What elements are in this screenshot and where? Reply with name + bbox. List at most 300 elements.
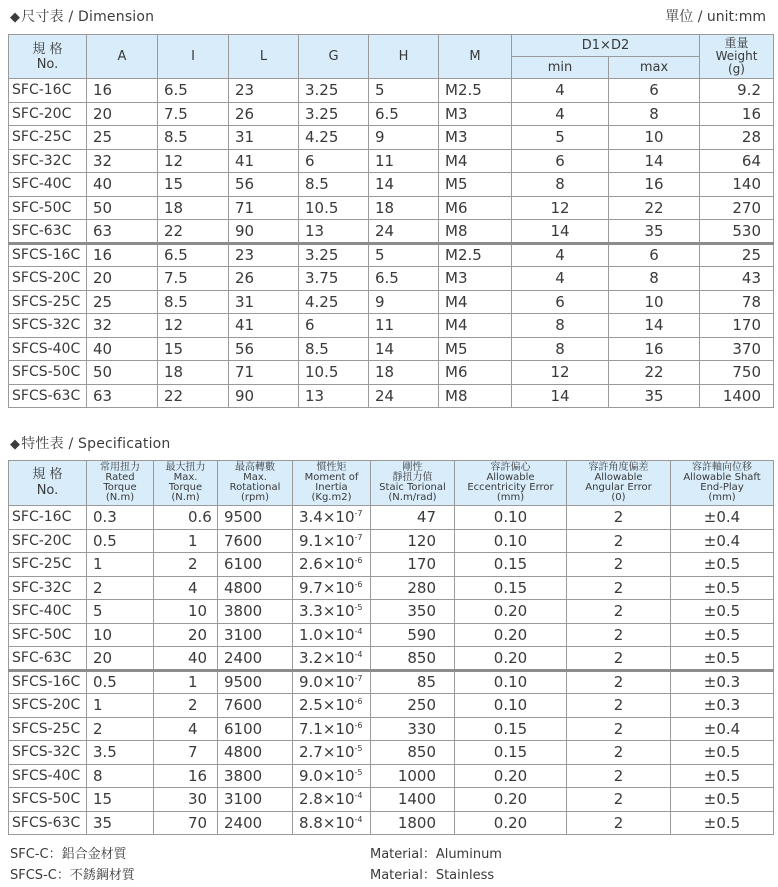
inertia-base: 9.0×10 <box>299 673 355 692</box>
specification-cell-ang: 2 <box>567 529 671 553</box>
specification-cell-no: SFC-32C <box>9 576 87 600</box>
dimension-cell-model: SFCS-40C <box>9 337 87 361</box>
dimension-row <box>9 290 774 314</box>
specification-cell-max: 2 <box>154 553 218 577</box>
dimension-cell-h: 24 <box>369 220 439 244</box>
inertia-base: 9.7×10 <box>299 578 355 597</box>
material-sfcs-label: SFCS-C：不銹鋼材質 <box>10 868 135 883</box>
specification-cell-stat: 280 <box>371 576 455 600</box>
dimension-cell-d-max: 14 <box>609 149 700 173</box>
specification-cell-end: ±0.5 <box>671 811 774 835</box>
dimension-cell-i: 8.5 <box>158 290 229 314</box>
specification-row <box>9 600 774 624</box>
specification-cell-max: 2 <box>154 694 218 718</box>
dimension-cell-model: SFC-25C <box>9 126 87 150</box>
dimension-cell-a: 20 <box>87 267 158 291</box>
dimension-cell-l: 56 <box>229 173 299 197</box>
dimension-cell-a: 16 <box>87 243 158 267</box>
specification-cell-rpm: 4800 <box>218 576 293 600</box>
dimension-cell-m: M3 <box>439 267 512 291</box>
specification-cell-end: ±0.5 <box>671 788 774 812</box>
dimension-cell-weight: 16 <box>700 102 774 126</box>
specification-heading-text: 特性表 / Specification <box>21 436 171 452</box>
specification-cell-inertia <box>293 553 371 577</box>
dimension-cell-d-min: 6 <box>512 290 609 314</box>
material-sfc-label: SFC-C：鋁合金材質 <box>10 847 127 862</box>
dimension-cell-d-min: 14 <box>512 220 609 244</box>
specification-cell-ecc: 0.20 <box>455 600 567 624</box>
dimension-row <box>9 243 774 267</box>
specification-cell-rpm: 7600 <box>218 529 293 553</box>
specification-cell-end: ±0.5 <box>671 600 774 624</box>
dimension-cell-d-max: 6 <box>609 243 700 267</box>
specification-cell-ecc: 0.15 <box>455 717 567 741</box>
header-max: max <box>609 57 700 79</box>
dimension-row <box>9 126 774 150</box>
dimension-cell-g: 3.25 <box>299 243 369 267</box>
dimension-cell-m: M6 <box>439 361 512 385</box>
header-h: H <box>369 35 439 79</box>
specification-cell-ang: 2 <box>567 670 671 694</box>
dimension-cell-weight: 64 <box>700 149 774 173</box>
specification-row <box>9 529 774 553</box>
dimension-cell-g: 13 <box>299 384 369 408</box>
inertia-base: 3.3×10 <box>299 602 355 621</box>
inertia-base: 2.8×10 <box>299 790 355 809</box>
specification-cell-ang: 2 <box>567 553 671 577</box>
dimension-cell-weight: 140 <box>700 173 774 197</box>
spec-header-static-torsional: 剛性 靜扭力值 Staic Torional (N.m/rad) <box>371 461 455 506</box>
specification-cell-ecc: 0.15 <box>455 741 567 765</box>
specification-cell-max: 0.6 <box>154 506 218 530</box>
dimension-row <box>9 384 774 408</box>
dimension-cell-l: 90 <box>229 384 299 408</box>
dimension-cell-weight: 43 <box>700 267 774 291</box>
spec-header-rated-torque: 常用扭力 Rated Torque (N.m) <box>87 461 154 506</box>
inertia-exponent: -4 <box>354 791 363 801</box>
specification-cell-stat: 1400 <box>371 788 455 812</box>
specification-cell-no: SFCS-40C <box>9 764 87 788</box>
header-weight: 重量 Weight (g) <box>700 35 774 79</box>
inertia-base: 3.2×10 <box>299 648 355 667</box>
specification-cell-inertia <box>293 764 371 788</box>
dimension-cell-h: 14 <box>369 173 439 197</box>
specification-cell-end: ±0.3 <box>671 670 774 694</box>
dimension-cell-h: 24 <box>369 384 439 408</box>
specification-cell-no: SFC-20C <box>9 529 87 553</box>
dimension-cell-l: 26 <box>229 102 299 126</box>
dimension-cell-h: 18 <box>369 196 439 220</box>
specification-cell-inertia <box>293 788 371 812</box>
specification-cell-stat: 330 <box>371 717 455 741</box>
specification-cell-rated: 0.3 <box>87 506 154 530</box>
dimension-cell-i: 12 <box>158 149 229 173</box>
specification-cell-max: 1 <box>154 670 218 694</box>
inertia-base: 1.0×10 <box>299 625 355 644</box>
specification-cell-stat: 350 <box>371 600 455 624</box>
spec-header-angular: 容許角度偏差 Allowable Angular Error (0) <box>567 461 671 506</box>
specification-row <box>9 647 774 671</box>
dimension-cell-g: 6 <box>299 314 369 338</box>
specification-cell-ang: 2 <box>567 647 671 671</box>
material-sfc-value: Material：Aluminum <box>370 847 502 862</box>
specification-row <box>9 741 774 765</box>
dimension-cell-m: M6 <box>439 196 512 220</box>
dimension-cell-i: 7.5 <box>158 102 229 126</box>
inertia-base: 9.0×10 <box>299 766 355 785</box>
specification-cell-stat: 1800 <box>371 811 455 835</box>
specification-cell-max: 70 <box>154 811 218 835</box>
dimension-cell-h: 14 <box>369 337 439 361</box>
dimension-table <box>8 34 774 408</box>
dimension-row <box>9 220 774 244</box>
dimension-row <box>9 267 774 291</box>
specification-cell-stat: 47 <box>371 506 455 530</box>
dimension-row <box>9 314 774 338</box>
specification-cell-stat: 850 <box>371 741 455 765</box>
dimension-cell-l: 56 <box>229 337 299 361</box>
specification-cell-max: 4 <box>154 576 218 600</box>
specification-cell-stat: 120 <box>371 529 455 553</box>
header-l: L <box>229 35 299 79</box>
dimension-cell-d-min: 6 <box>512 149 609 173</box>
specification-cell-ecc: 0.10 <box>455 694 567 718</box>
specification-cell-end: ±0.5 <box>671 576 774 600</box>
inertia-base: 9.1×10 <box>299 531 355 550</box>
dimension-cell-d-min: 12 <box>512 196 609 220</box>
specification-heading <box>10 433 171 453</box>
dimension-cell-d-min: 5 <box>512 126 609 150</box>
specification-cell-no: SFC-50C <box>9 623 87 647</box>
dimension-cell-l: 71 <box>229 361 299 385</box>
specification-cell-rated: 2 <box>87 717 154 741</box>
specification-cell-rated: 20 <box>87 647 154 671</box>
specification-cell-rated: 8 <box>87 764 154 788</box>
dimension-cell-d-min: 8 <box>512 173 609 197</box>
specification-cell-ang: 2 <box>567 576 671 600</box>
dimension-heading <box>10 6 154 26</box>
specification-cell-end: ±0.4 <box>671 717 774 741</box>
specification-cell-inertia <box>293 529 371 553</box>
specification-cell-end: ±0.5 <box>671 741 774 765</box>
dimension-cell-g: 3.25 <box>299 79 369 103</box>
material-sfcs-value: Material：Stainless <box>370 868 495 883</box>
dimension-cell-l: 90 <box>229 220 299 244</box>
specification-table <box>8 460 774 835</box>
dimension-cell-m: M8 <box>439 384 512 408</box>
specification-cell-rpm: 6100 <box>218 553 293 577</box>
dimension-cell-m: M4 <box>439 290 512 314</box>
dimension-cell-a: 32 <box>87 314 158 338</box>
spec-header-max-torque: 最大扭力 Max. Torque (N.m) <box>154 461 218 506</box>
specification-cell-no: SFC-16C <box>9 506 87 530</box>
specification-cell-max: 4 <box>154 717 218 741</box>
dimension-cell-l: 41 <box>229 314 299 338</box>
inertia-exponent: -7 <box>354 674 363 684</box>
dimension-cell-g: 4.25 <box>299 126 369 150</box>
specification-row <box>9 764 774 788</box>
header-m: M <box>439 35 512 79</box>
specification-row <box>9 694 774 718</box>
specification-cell-rated: 10 <box>87 623 154 647</box>
specification-cell-no: SFCS-32C <box>9 741 87 765</box>
dimension-cell-model: SFC-16C <box>9 79 87 103</box>
specification-row <box>9 670 774 694</box>
dimension-cell-model: SFC-50C <box>9 196 87 220</box>
dimension-cell-h: 5 <box>369 243 439 267</box>
dimension-cell-weight: 530 <box>700 220 774 244</box>
inertia-exponent: -5 <box>354 767 363 777</box>
dimension-cell-i: 6.5 <box>158 79 229 103</box>
dimension-cell-g: 8.5 <box>299 337 369 361</box>
specification-cell-rpm: 7600 <box>218 694 293 718</box>
specification-cell-end: ±0.4 <box>671 506 774 530</box>
dimension-cell-a: 25 <box>87 126 158 150</box>
inertia-base: 2.6×10 <box>299 555 355 574</box>
dimension-cell-weight: 370 <box>700 337 774 361</box>
dimension-cell-model: SFCS-50C <box>9 361 87 385</box>
specification-cell-ecc: 0.10 <box>455 529 567 553</box>
spec-header-eccentricity: 容許偏心 Allowable Eccentricity Error (mm) <box>455 461 567 506</box>
specification-cell-ang: 2 <box>567 717 671 741</box>
header-a: A <box>87 35 158 79</box>
dimension-cell-model: SFCS-63C <box>9 384 87 408</box>
specification-cell-rated: 3.5 <box>87 741 154 765</box>
specification-cell-ecc: 0.10 <box>455 506 567 530</box>
dimension-cell-model: SFCS-32C <box>9 314 87 338</box>
dimension-row <box>9 361 774 385</box>
specification-cell-rpm: 4800 <box>218 741 293 765</box>
specification-cell-inertia <box>293 600 371 624</box>
dimension-cell-d-min: 4 <box>512 102 609 126</box>
specification-cell-rpm: 2400 <box>218 647 293 671</box>
specification-cell-ecc: 0.15 <box>455 553 567 577</box>
dimension-cell-h: 18 <box>369 361 439 385</box>
specification-cell-ang: 2 <box>567 506 671 530</box>
specification-cell-rpm: 2400 <box>218 811 293 835</box>
specification-cell-no: SFCS-50C <box>9 788 87 812</box>
specification-cell-rated: 0.5 <box>87 670 154 694</box>
specification-cell-inertia <box>293 694 371 718</box>
specification-cell-max: 30 <box>154 788 218 812</box>
specification-cell-rated: 1 <box>87 694 154 718</box>
dimension-cell-a: 25 <box>87 290 158 314</box>
specification-cell-rpm: 3800 <box>218 764 293 788</box>
specification-cell-inertia <box>293 623 371 647</box>
unit-label: 單位 / unit:mm <box>665 9 766 25</box>
dimension-cell-model: SFCS-16C <box>9 243 87 267</box>
inertia-base: 2.7×10 <box>299 743 355 762</box>
dimension-cell-model: SFC-32C <box>9 149 87 173</box>
dimension-cell-l: 71 <box>229 196 299 220</box>
dimension-cell-d-max: 22 <box>609 361 700 385</box>
specification-cell-inertia <box>293 717 371 741</box>
specification-cell-no: SFCS-63C <box>9 811 87 835</box>
dimension-row <box>9 337 774 361</box>
dimension-cell-h: 6.5 <box>369 102 439 126</box>
specification-cell-rpm: 9500 <box>218 506 293 530</box>
specification-cell-rated: 5 <box>87 600 154 624</box>
dimension-cell-i: 22 <box>158 384 229 408</box>
dimension-cell-i: 12 <box>158 314 229 338</box>
dimension-cell-d-max: 35 <box>609 220 700 244</box>
specification-cell-rpm: 3800 <box>218 600 293 624</box>
dimension-cell-g: 4.25 <box>299 290 369 314</box>
inertia-base: 8.8×10 <box>299 813 355 832</box>
specification-cell-end: ±0.4 <box>671 529 774 553</box>
inertia-exponent: -6 <box>354 720 363 730</box>
specification-cell-max: 1 <box>154 529 218 553</box>
specification-cell-stat: 590 <box>371 623 455 647</box>
specification-cell-rpm: 3100 <box>218 788 293 812</box>
specification-cell-ecc: 0.15 <box>455 576 567 600</box>
dimension-cell-i: 6.5 <box>158 243 229 267</box>
specification-cell-ecc: 0.20 <box>455 623 567 647</box>
dimension-cell-d-min: 14 <box>512 384 609 408</box>
dimension-cell-m: M8 <box>439 220 512 244</box>
dimension-cell-weight: 170 <box>700 314 774 338</box>
spec-header-end-play: 容許軸向位移 Allowable Shaft End-Play (mm) <box>671 461 774 506</box>
dimension-cell-i: 15 <box>158 337 229 361</box>
dimension-cell-m: M3 <box>439 126 512 150</box>
specification-cell-stat: 250 <box>371 694 455 718</box>
specification-cell-ang: 2 <box>567 600 671 624</box>
specification-cell-inertia <box>293 670 371 694</box>
dimension-cell-d-min: 12 <box>512 361 609 385</box>
specification-cell-ecc: 0.10 <box>455 670 567 694</box>
dimension-row <box>9 196 774 220</box>
dimension-cell-d-max: 6 <box>609 79 700 103</box>
specification-cell-stat: 170 <box>371 553 455 577</box>
dimension-cell-d-min: 8 <box>512 314 609 338</box>
specification-cell-rpm: 3100 <box>218 623 293 647</box>
inertia-exponent: -6 <box>354 579 363 589</box>
specification-cell-rated: 1 <box>87 553 154 577</box>
specification-cell-ang: 2 <box>567 788 671 812</box>
specification-cell-no: SFCS-20C <box>9 694 87 718</box>
dimension-cell-m: M4 <box>439 149 512 173</box>
dimension-cell-i: 22 <box>158 220 229 244</box>
spec-header-no: 規 格 No. <box>9 461 87 506</box>
specification-row <box>9 553 774 577</box>
dimension-cell-m: M2.5 <box>439 243 512 267</box>
dimension-cell-g: 10.5 <box>299 361 369 385</box>
inertia-exponent: -4 <box>354 814 363 824</box>
dimension-cell-l: 23 <box>229 243 299 267</box>
dimension-cell-d-max: 10 <box>609 126 700 150</box>
dimension-cell-d-min: 4 <box>512 267 609 291</box>
dimension-cell-i: 18 <box>158 361 229 385</box>
dimension-cell-d-min: 4 <box>512 79 609 103</box>
specification-cell-ang: 2 <box>567 811 671 835</box>
dimension-cell-weight: 28 <box>700 126 774 150</box>
specification-cell-rated: 2 <box>87 576 154 600</box>
dimension-cell-d-max: 10 <box>609 290 700 314</box>
dimension-cell-m: M3 <box>439 102 512 126</box>
specification-cell-no: SFC-25C <box>9 553 87 577</box>
dimension-cell-model: SFC-20C <box>9 102 87 126</box>
header-d1d2: D1×D2 <box>512 35 700 57</box>
dimension-cell-i: 18 <box>158 196 229 220</box>
dimension-cell-i: 7.5 <box>158 267 229 291</box>
dimension-cell-h: 9 <box>369 290 439 314</box>
dimension-row <box>9 79 774 103</box>
specification-cell-ecc: 0.20 <box>455 764 567 788</box>
specification-cell-max: 16 <box>154 764 218 788</box>
specification-cell-inertia <box>293 811 371 835</box>
inertia-exponent: -6 <box>354 556 363 566</box>
inertia-exponent: -6 <box>354 697 363 707</box>
dimension-cell-weight: 9.2 <box>700 79 774 103</box>
inertia-exponent: -4 <box>354 649 363 659</box>
dimension-cell-weight: 750 <box>700 361 774 385</box>
specification-cell-ecc: 0.20 <box>455 811 567 835</box>
specification-cell-rpm: 9500 <box>218 670 293 694</box>
dimension-cell-g: 3.75 <box>299 267 369 291</box>
dimension-cell-m: M5 <box>439 337 512 361</box>
specification-cell-stat: 850 <box>371 647 455 671</box>
dimension-cell-a: 50 <box>87 361 158 385</box>
dimension-cell-a: 32 <box>87 149 158 173</box>
specification-row <box>9 788 774 812</box>
specification-cell-ang: 2 <box>567 764 671 788</box>
inertia-exponent: -7 <box>354 532 363 542</box>
specification-cell-no: SFCS-16C <box>9 670 87 694</box>
dimension-cell-g: 6 <box>299 149 369 173</box>
inertia-exponent: -7 <box>354 509 363 519</box>
specification-cell-no: SFC-40C <box>9 600 87 624</box>
dimension-cell-a: 40 <box>87 337 158 361</box>
dimension-cell-l: 23 <box>229 79 299 103</box>
diamond-bullet-icon: ◆ <box>10 10 21 25</box>
inertia-exponent: -4 <box>354 626 363 636</box>
header-i: I <box>158 35 229 79</box>
specification-row <box>9 811 774 835</box>
dimension-cell-i: 8.5 <box>158 126 229 150</box>
dimension-cell-g: 13 <box>299 220 369 244</box>
diamond-bullet-icon: ◆ <box>10 437 21 452</box>
dimension-cell-model: SFCS-25C <box>9 290 87 314</box>
dimension-cell-d-max: 8 <box>609 267 700 291</box>
specification-row <box>9 717 774 741</box>
dimension-cell-l: 31 <box>229 126 299 150</box>
specification-cell-end: ±0.5 <box>671 764 774 788</box>
dimension-cell-model: SFCS-20C <box>9 267 87 291</box>
header-min: min <box>512 57 609 79</box>
dimension-cell-d-min: 4 <box>512 243 609 267</box>
specification-cell-end: ±0.5 <box>671 647 774 671</box>
dimension-cell-model: SFC-63C <box>9 220 87 244</box>
dimension-cell-a: 20 <box>87 102 158 126</box>
dimension-cell-a: 16 <box>87 79 158 103</box>
dimension-row <box>9 173 774 197</box>
dimension-cell-d-max: 22 <box>609 196 700 220</box>
dimension-cell-weight: 78 <box>700 290 774 314</box>
spec-header-inertia: 慣性矩 Moment of Inertia (Kg.m2) <box>293 461 371 506</box>
dimension-cell-model: SFC-40C <box>9 173 87 197</box>
dimension-cell-a: 40 <box>87 173 158 197</box>
inertia-exponent: -5 <box>354 603 363 613</box>
specification-cell-end: ±0.5 <box>671 623 774 647</box>
dimension-cell-l: 26 <box>229 267 299 291</box>
specification-cell-stat: 85 <box>371 670 455 694</box>
header-g: G <box>299 35 369 79</box>
dimension-cell-g: 8.5 <box>299 173 369 197</box>
specification-cell-inertia <box>293 741 371 765</box>
inertia-base: 3.4×10 <box>299 508 355 527</box>
dimension-cell-h: 11 <box>369 314 439 338</box>
dimension-cell-weight: 1400 <box>700 384 774 408</box>
